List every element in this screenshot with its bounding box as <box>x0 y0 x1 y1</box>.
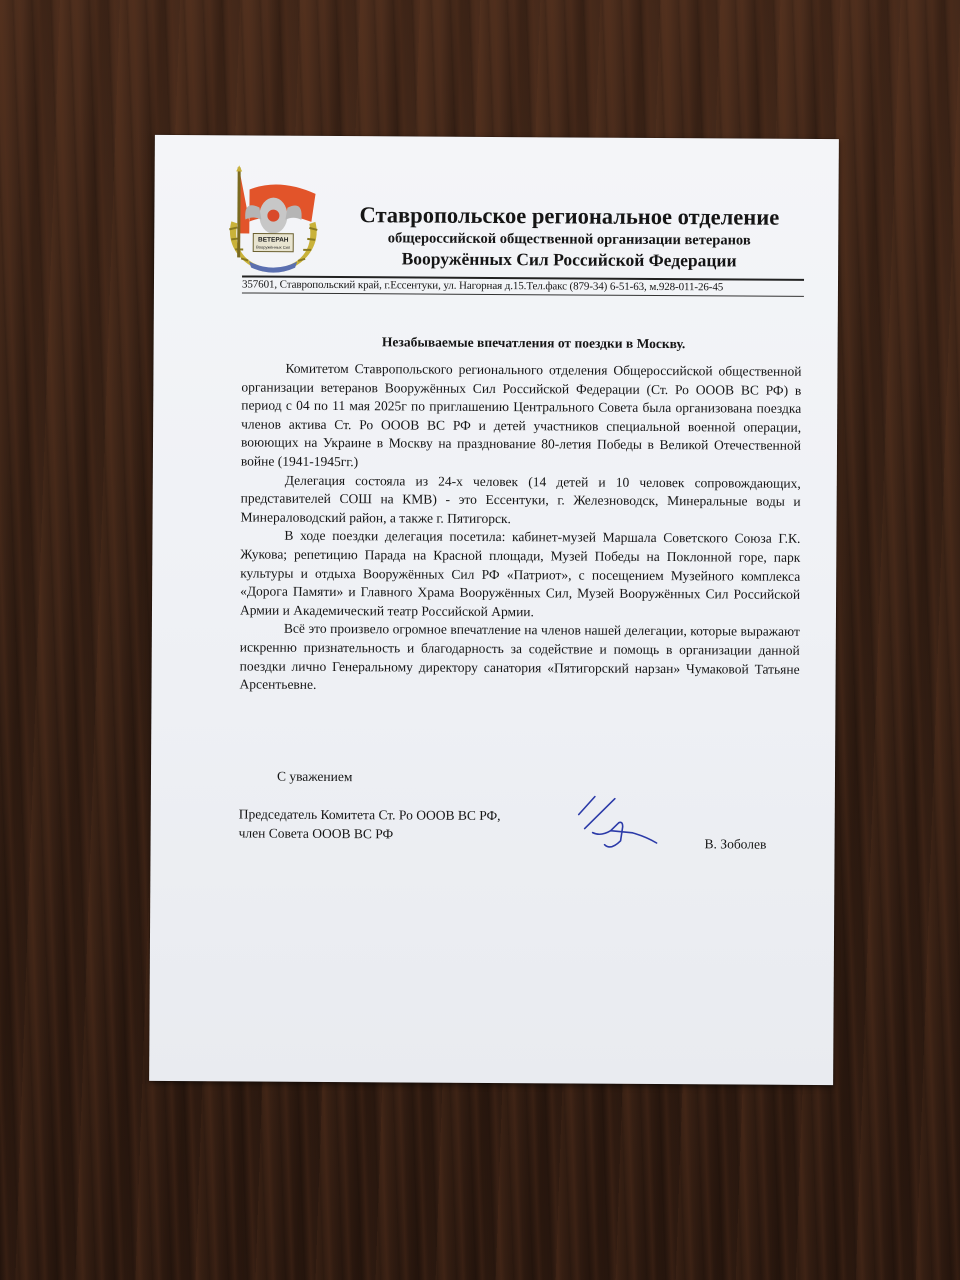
org-name-line2: общероссийской общественной организации ветеранов <box>387 229 751 249</box>
emblem-text-top: ВЕТЕРАН <box>257 236 289 244</box>
signatory-title-line2: член Совета ОООВ ВС РФ <box>238 825 394 841</box>
signatory-title-line1: Председатель Комитета Ст. Ро ОООВ ВС РФ, <box>238 806 501 824</box>
handwritten-signature-icon <box>570 792 662 861</box>
veteran-emblem-icon <box>219 163 328 276</box>
org-name-line3: Вооружённых Сил Российской Федерации <box>401 248 737 271</box>
letter-sheet <box>149 135 839 1085</box>
letter-heading: Незабываемые впечатления от поездки в Москву. <box>381 334 686 352</box>
organization-name <box>334 204 804 270</box>
paragraph: Делегация состояла из 24-х человек (14 детей и 10 человек сопровождающих, представителей СОШ на КМВ) - это Ессентуки, г. Железноводск, Минеральные воды и Минераловодский район, а также г. Пятигорск. <box>240 472 801 526</box>
signatory-name: В. Зоболев <box>704 836 767 852</box>
paragraph: В ходе поездки делегация посетила: кабинет-музей Маршала Советского Союза Г.К. Жукова; репетицию Парада на Красной площади, Музей Победы на Поклонной горе, парк культуры и отдыха Вооружённых Сил РФ «Патриот», с посещением Музейного комплекса «Дорога Памяти» и Главного Храма Вооружённых Сил, Музей Вооружённых Сил Российской Армии и Академический театр Российской Армии. <box>239 528 801 619</box>
letter-body <box>239 359 801 697</box>
org-name-line1: Ставропольское региональное отделение <box>359 202 780 230</box>
paragraph: Комитетом Ставропольского регионального отделения Общероссийской общественной организации ветеранов Вооружённых Сил Российской Федерации (Ст. Ро ОООВ ВС РФ) в период с 04 по 11 мая 2025г по приглашению Центрального Совета была организована поездка членов актива Ст. Ро ОООВ ВС РФ и детей участников специальной военной операции, воюющих на Украине в Москву на празднование 80-летия Победы в Великой Отечественной войне (1941-1945гг.) <box>240 360 802 470</box>
closing-phrase: С уважением <box>276 768 353 785</box>
signatory-title <box>239 805 501 844</box>
emblem-text-bottom: Вооружённых Сил <box>256 244 291 250</box>
paragraph: Всё это произвело огромное впечатление на членов нашей делегации, которые выражают искренню признательность и благодарность за содействие и помощь в организации данной поездки лично Генеральному директору санатория «Пятигорский нарзан» Чумаковой Татьяне Арсентьевне. <box>239 621 800 693</box>
organization-address: 357601, Ставропольский край, г.Ессентуки, ул. Нагорная д.15.Тел.факс (879-34) 6-51-63, м.928-011-26-45 <box>241 278 724 294</box>
